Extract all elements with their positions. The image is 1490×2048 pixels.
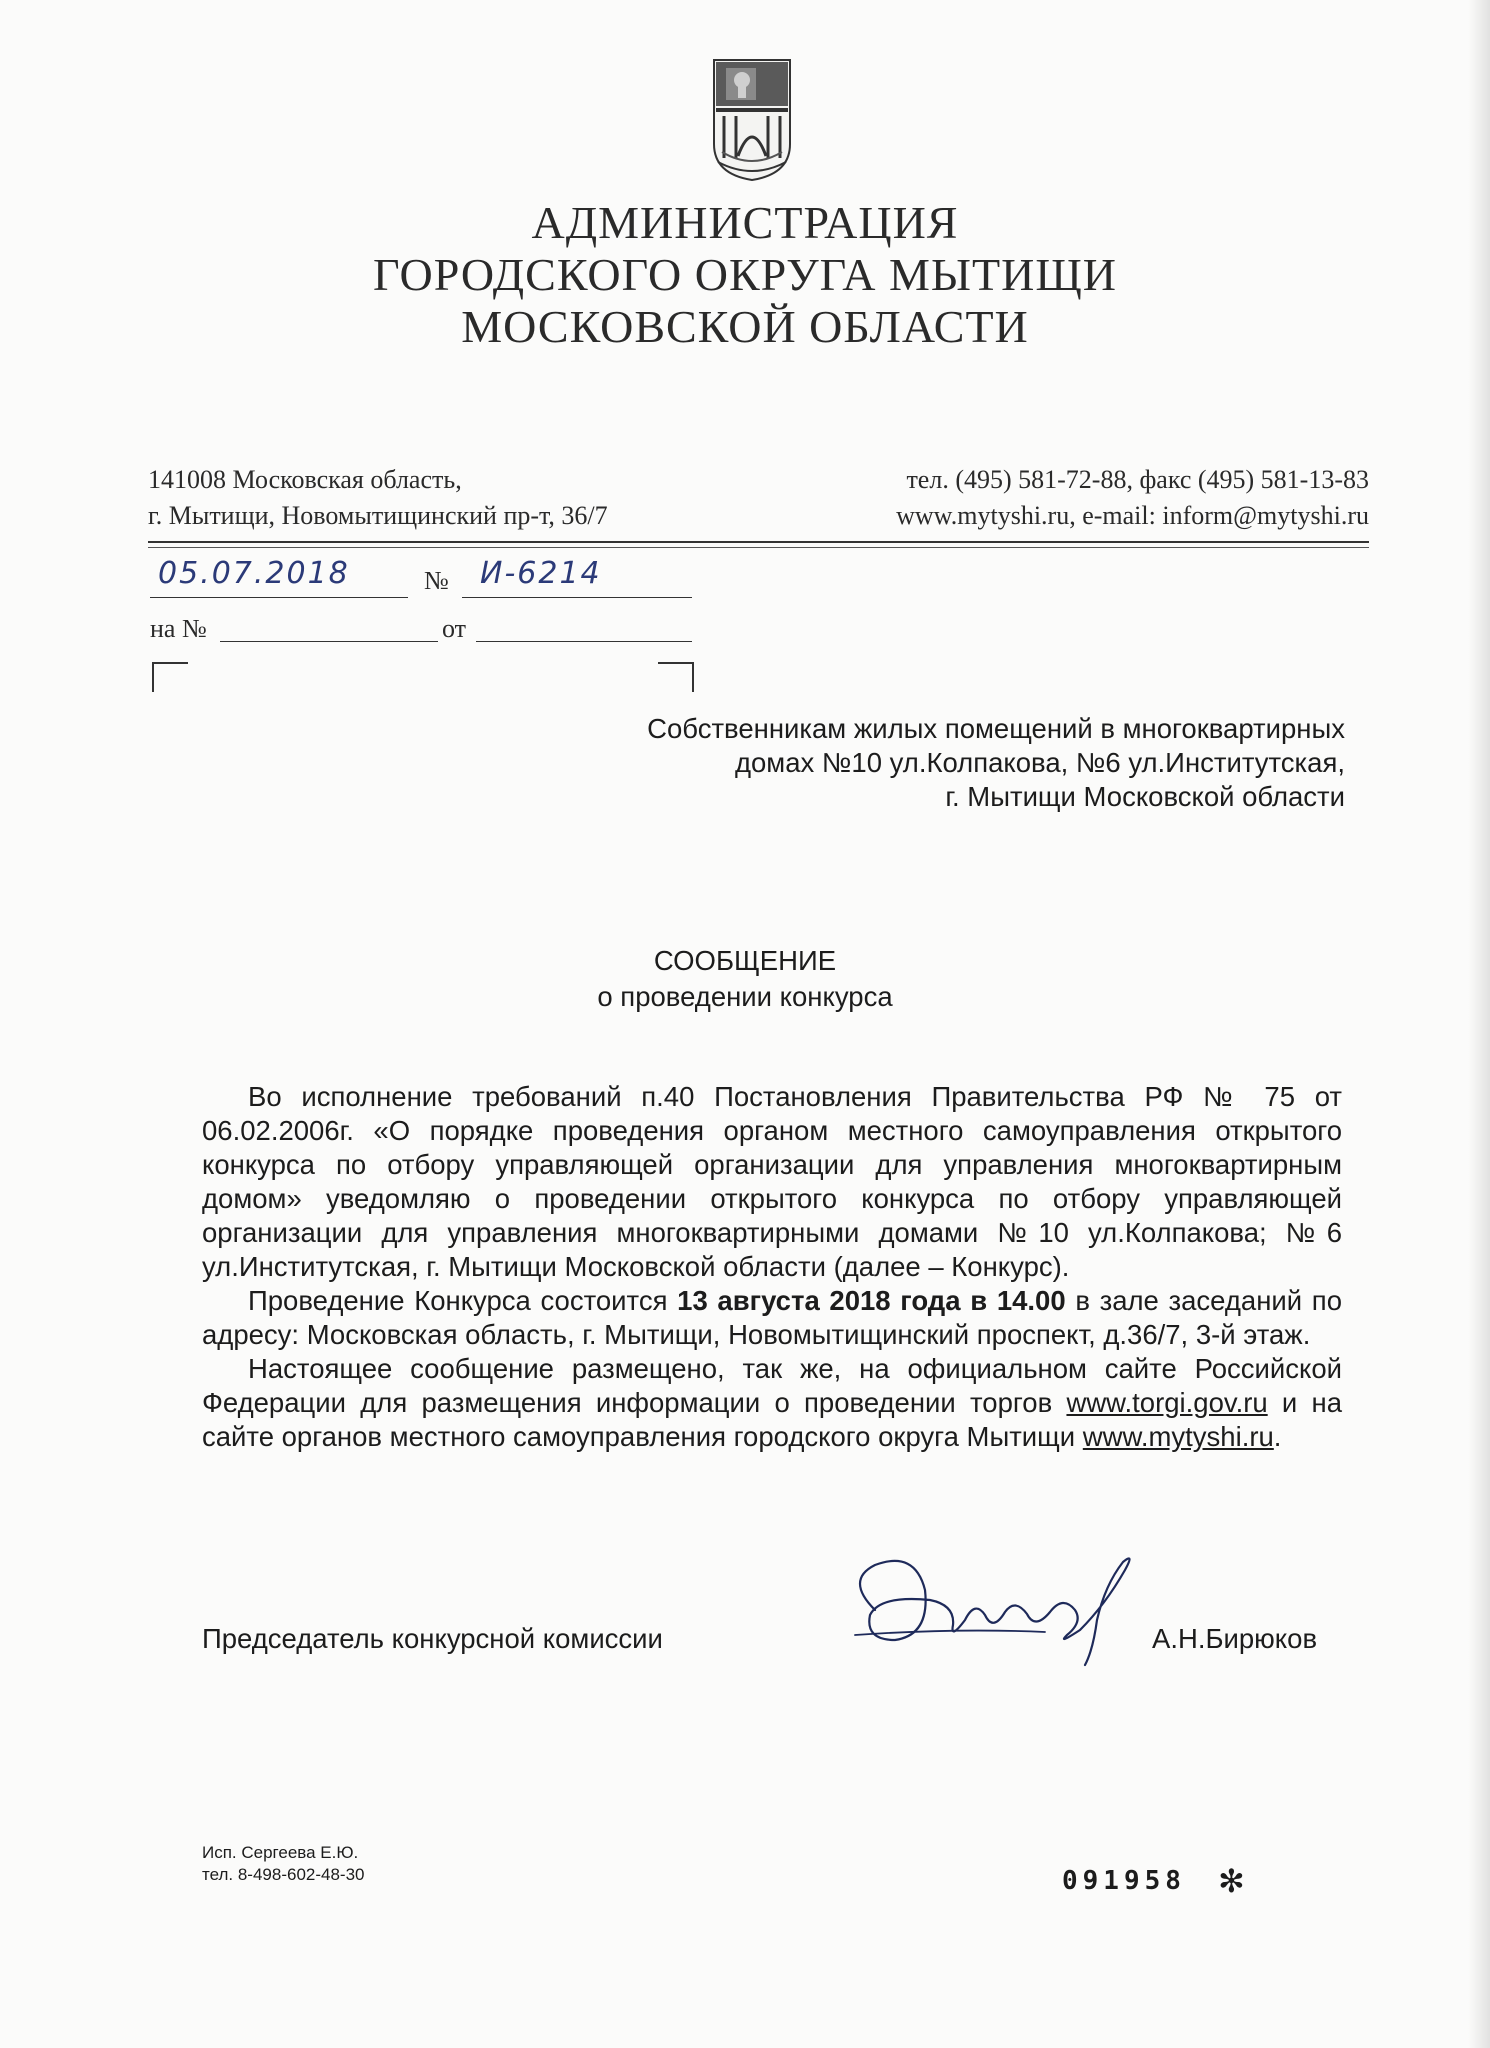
torgi-link[interactable]: www.torgi.gov.ru <box>1066 1387 1268 1418</box>
address-line-1: 141008 Московская область, <box>148 465 462 494</box>
registration-number-handwritten: И-6214 <box>480 556 602 591</box>
handwritten-signature <box>835 1540 1165 1670</box>
mytyshi-link[interactable]: www.mytyshi.ru <box>1082 1421 1274 1452</box>
document-title: СООБЩЕНИЕ <box>653 945 837 976</box>
org-title-line-1: АДМИНИСТРАЦИЯ <box>531 197 959 248</box>
recipient-line-3: г. Мытищи Московской области <box>945 781 1345 812</box>
signatory-position: Председатель конкурсной комиссии <box>202 1623 663 1654</box>
header-divider-thin <box>148 547 1369 548</box>
p3-mid: и на сайте органов местного самоуправления городского округа Мытищи <box>202 1387 1343 1452</box>
header-divider <box>148 541 1369 543</box>
phone-fax-line: тел. (495) 581-72-88, факс (495) 581-13-83 <box>906 465 1369 494</box>
document-body <box>202 1080 1342 1454</box>
org-title-line-3: МОСКОВСКОЙ ОБЛАСТИ <box>461 301 1029 352</box>
signatory-name: А.Н.Бирюков <box>1152 1623 1318 1654</box>
body-paragraph-3 <box>202 1352 1342 1454</box>
date-underline <box>150 597 408 598</box>
address-corner-left <box>152 662 188 692</box>
serial-star-mark: ✻ <box>1218 1863 1245 1899</box>
p3-start: Настоящее сообщение размещено, так же, на официальном сайте Российской Федерации для размещения информации о проведении торгов <box>202 1353 1342 1418</box>
p2-end: в зале заседаний по адресу: Московская область, г. Мытищи, Новомытищинский проспект, д.36/7, 3-й этаж. <box>202 1285 1342 1350</box>
number-label: № <box>424 566 449 595</box>
address-corner-right <box>658 662 694 692</box>
web-email-line: www.mytyshi.ru, e-mail: inform@mytyshi.ru <box>896 501 1369 530</box>
body-paragraph-2 <box>202 1284 1342 1352</box>
p2-start: Проведение Конкурса состоится <box>248 1285 678 1316</box>
address-line-2: г. Мытищи, Новомытищинский пр-т, 36/7 <box>148 501 608 530</box>
number-underline <box>462 597 692 598</box>
body-paragraph-1: Во исполнение требований п.40 Постановления Правительства РФ № 75 от 06.02.2006г. «О порядке проведения органом местного самоуправления открытого конкурса по отбору управляющей организации для управления многоквартирным домом» уведомляю о проведении открытого конкурса по отбору управляющей организации для управления многоквартирными домами №10 ул.Колпакова; №6 ул.Институтская, г. Мытищи Московской области (далее – Конкурс). <box>202 1081 1342 1282</box>
ref-from-underline <box>476 641 692 642</box>
ref-number-underline <box>220 641 438 642</box>
coat-of-arms-emblem <box>712 58 792 182</box>
org-title-line-2: ГОРОДСКОГО ОКРУГА МЫТИЩИ <box>373 249 1117 300</box>
executor-name: Исп. Сергеева Е.Ю. <box>202 1843 359 1862</box>
contest-date-bold: 13 августа 2018 года в 14.00 <box>677 1285 1066 1316</box>
ref-from-label: от <box>442 614 467 643</box>
recipient-line-1: Собственникам жилых помещений в многоквартирных <box>647 713 1345 744</box>
serial-number: 091958 <box>1062 1866 1186 1896</box>
executor-phone: тел. 8-498-602-48-30 <box>202 1865 365 1884</box>
p3-end: . <box>1273 1421 1282 1452</box>
recipient-line-2: домах №10 ул.Колпакова, №6 ул.Институтская, <box>734 747 1345 778</box>
registration-date-handwritten: 05.07.2018 <box>158 556 350 591</box>
ref-number-label: на № <box>150 614 207 643</box>
document-subtitle: о проведении конкурса <box>597 981 893 1012</box>
